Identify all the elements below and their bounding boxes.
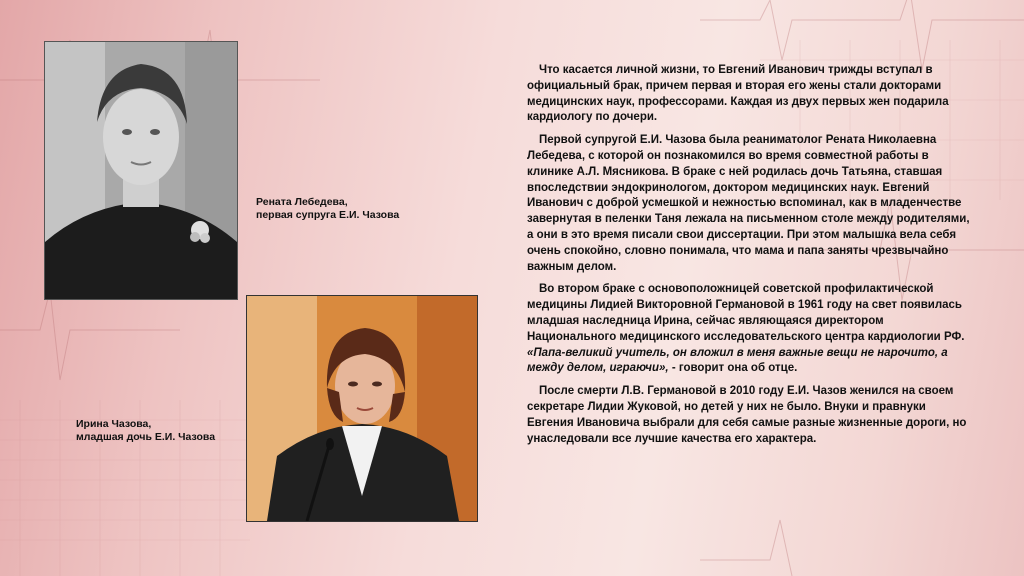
quote: «Папа-великий учитель, он вложил в меня важные вещи не нарочито, а между делом, играючи», [527, 346, 948, 375]
photo-irina-chazova [246, 295, 478, 522]
caption-role: младшая дочь Е.И. Чазова [76, 431, 216, 443]
caption-irina-chazova [76, 418, 215, 444]
caption-name: Ирина Чазова, [76, 418, 152, 430]
paragraph-3-tail: - говорит она об отце. [668, 362, 798, 375]
paragraph-3 [527, 282, 975, 377]
paragraph-4: После смерти Л.В. Германовой в 2010 году Е.И. Чазов женился на своем секретаре Лидии Жуковой, но детей у них не было. Внуки и правнуки Евгения Ивановича выбрали для себя самые разные жизненные дороги, но унаследовали все лучшие качества его характера. [527, 385, 967, 445]
paragraph-2: Первой супругой Е.И. Чазова была реаниматолог Рената Николаевна Лебедева, с которой он познакомился во время совместной работы в клинике А.Л. Мясникова. В браке с ней родилась дочь Татьяна, ставшая впоследствии эндокринологом, доктором медицинских наук. Евгений Иванович с доброй усмешкой и нежностью вспоминал, как в младенчестве завернутая в пеленки Таня лежала на письменном столе между родителями, а они в это время писали свои диссертации. При этом малышка вела себя очень спокойно, словно понимала, что мама и папа заняты чрезвычайно важным делом. [527, 134, 970, 273]
article-text [527, 63, 975, 454]
paragraph-3-text: Во втором браке с основоположницей советской профилактической медицины Лидией Викторовной Германовой в 1961 году на свет появилась младшая наследница Ирина, сейчас являющаяся директором Национального медицинского исследовательского центра кардиологии РФ. [527, 283, 965, 343]
caption-role: первая супруга Е.И. Чазова [256, 209, 400, 221]
portrait-photo-renata-lebedeva [44, 41, 238, 300]
caption-renata-lebedeva [256, 196, 399, 222]
paragraph-1: Что касается личной жизни, то Евгений Иванович трижды вступал в официальный брак, причем первая и вторая его жены стали докторами медицинских наук, профессорами. Каждая из двух первых жен подарила кардиологу по дочери. [527, 64, 949, 124]
caption-name: Рената Лебедева, [256, 196, 348, 208]
